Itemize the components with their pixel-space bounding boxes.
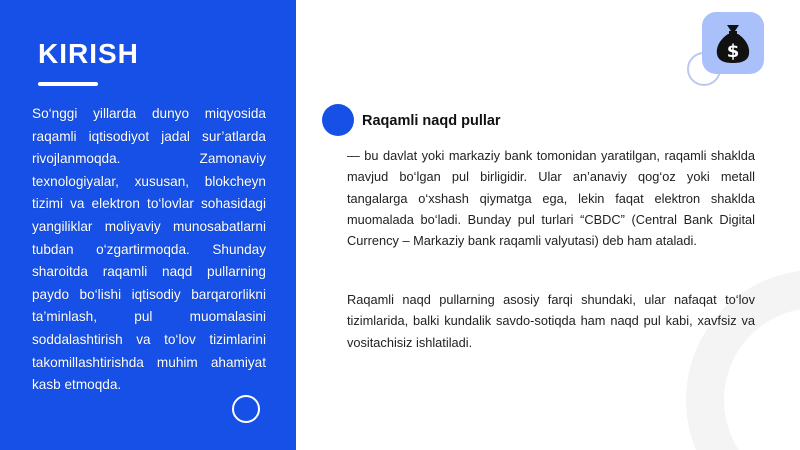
difference-paragraph: Raqamli naqd pullarning asosiy farqi shundaki, ular nafaqat to‘lov tizimlarida, balki kundalik savdo-sotiqda ham naqd pul kabi, xavfsiz va vositachisiz ishlatiladi. [347,292,755,350]
section-heading: Raqamli naqd pullar [362,113,501,129]
intro-text: So‘nggi yillarda dunyo miqyosida raqamli iqtisodiyot jadal sur’atlarda rivojlanmoqda. Zamonaviy texnologiyalar, xususan, blokcheyn tizimi va elektron to‘lovlar sohasidagi yangiliklar moliyaviy munosabatlarni tubdan o‘zgartirmoqda. Shunday sharoitda raqamli naqd pullarning paydo bo‘lishi iqtisodiy barqarorlikni ta’minlash, pul muomalasini soddalashtirish va to‘lov tizimlarini takomillashtirishda muhim ahamiyat kasb etmoqda. [32,106,266,393]
heading-bullet [322,104,354,136]
title-underline [38,82,98,86]
decorative-circle [232,395,260,423]
intro-panel [0,0,296,450]
content-panel [296,0,800,450]
money-bag-icon-tile [702,12,764,74]
money-bag-dollar-icon [715,22,751,64]
definition-paragraph: — bu davlat yoki markaziy bank tomonidan yaratilgan, raqamli shaklda mavjud bo‘lgan pul birligidir. Ular an’anaviy qog‘oz yoki metall tangalarga o‘xshash qiymatga ega, lekin faqat elektron shaklda muomalada bo‘ladi. Bunday pul turlari “CBDC” (Central Bank Digital Currency – Markaziy bank raqamli valyutasi) deb ham ataladi. [347,148,755,249]
svg-text:$: $ [726,41,740,62]
section-title: KIRISH [38,38,139,69]
